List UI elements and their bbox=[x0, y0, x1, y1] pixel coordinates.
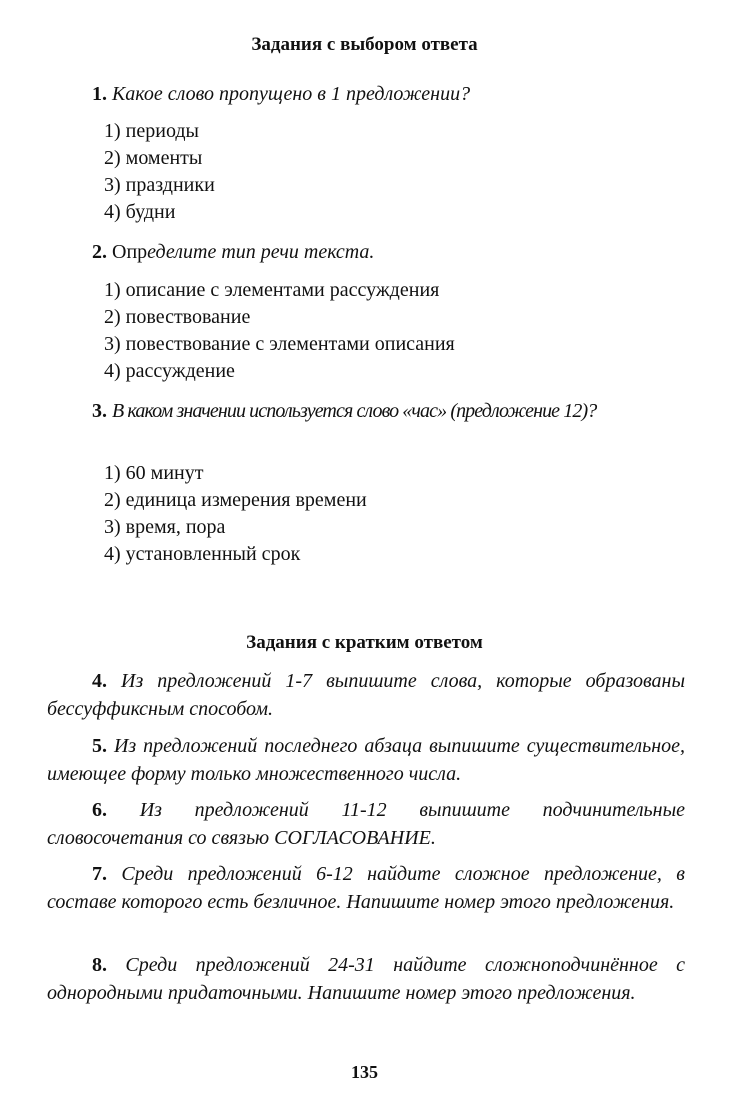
option: 1) периоды bbox=[104, 120, 199, 142]
question-text: В каком значении используется слово «час» (предложение 12)? bbox=[112, 400, 597, 422]
question-3 bbox=[92, 400, 596, 423]
option: 2) повествование bbox=[104, 306, 251, 328]
task-number: 4. bbox=[92, 670, 107, 692]
option: 4) будни bbox=[104, 201, 176, 223]
section-title-choice: Задания с выбором ответа bbox=[251, 34, 478, 55]
task-4 bbox=[47, 667, 685, 723]
option: 2) моменты bbox=[104, 147, 203, 169]
question-text: Какое слово пропущено в 1 предложении? bbox=[112, 83, 471, 105]
question-text-prefix: Опр bbox=[112, 241, 148, 263]
task-text: Среди предложений 24-31 найдите сложноподчинённое с однородными придаточными. Напишите номер этого предложения. bbox=[47, 954, 686, 1004]
section-title-short-answer: Задания с кратким ответом bbox=[246, 632, 483, 653]
task-text: Среди предложений 6-12 найдите сложное предложение, в составе которого есть безличное. Напишите номер этого предложения. bbox=[47, 863, 685, 913]
option: 3) праздники bbox=[104, 174, 215, 196]
question-2 bbox=[92, 241, 374, 264]
question-number: 2. bbox=[92, 241, 107, 263]
question-2-options bbox=[104, 277, 455, 385]
option: 2) единица измерения времени bbox=[104, 489, 367, 511]
option: 1) описание с элементами рассуждения bbox=[104, 279, 440, 301]
task-number: 5. bbox=[92, 735, 107, 757]
option: 3) повествование с элементами описания bbox=[104, 333, 455, 355]
task-6 bbox=[47, 796, 685, 852]
option: 3) время, пора bbox=[104, 516, 226, 538]
question-1 bbox=[92, 83, 470, 106]
question-3-options bbox=[104, 460, 367, 568]
question-number: 3. bbox=[92, 400, 107, 422]
task-text: Из предложений последнего абзаца выпишите существительное, имеющее форму только множественного числа. bbox=[47, 735, 685, 785]
page-number: 135 bbox=[351, 1062, 378, 1082]
question-text: еделите тип речи текста. bbox=[147, 241, 375, 263]
task-number: 8. bbox=[92, 954, 107, 976]
task-8 bbox=[47, 951, 685, 1007]
task-text: Из предложений 1-7 выпишите слова, которые образованы бессуффиксным способом. bbox=[47, 670, 686, 720]
task-number: 6. bbox=[92, 799, 107, 821]
question-number: 1. bbox=[92, 83, 107, 105]
task-5 bbox=[47, 732, 685, 788]
option: 1) 60 минут bbox=[104, 462, 204, 484]
question-1-options bbox=[104, 118, 215, 226]
task-7 bbox=[47, 860, 685, 916]
task-number: 7. bbox=[92, 863, 107, 885]
option: 4) рассуждение bbox=[104, 360, 235, 382]
task-text: Из предложений 11-12 выпишите подчинительные словосочетания со связью СОГЛАСОВАНИЕ. bbox=[47, 799, 685, 849]
option: 4) установленный срок bbox=[104, 543, 301, 565]
